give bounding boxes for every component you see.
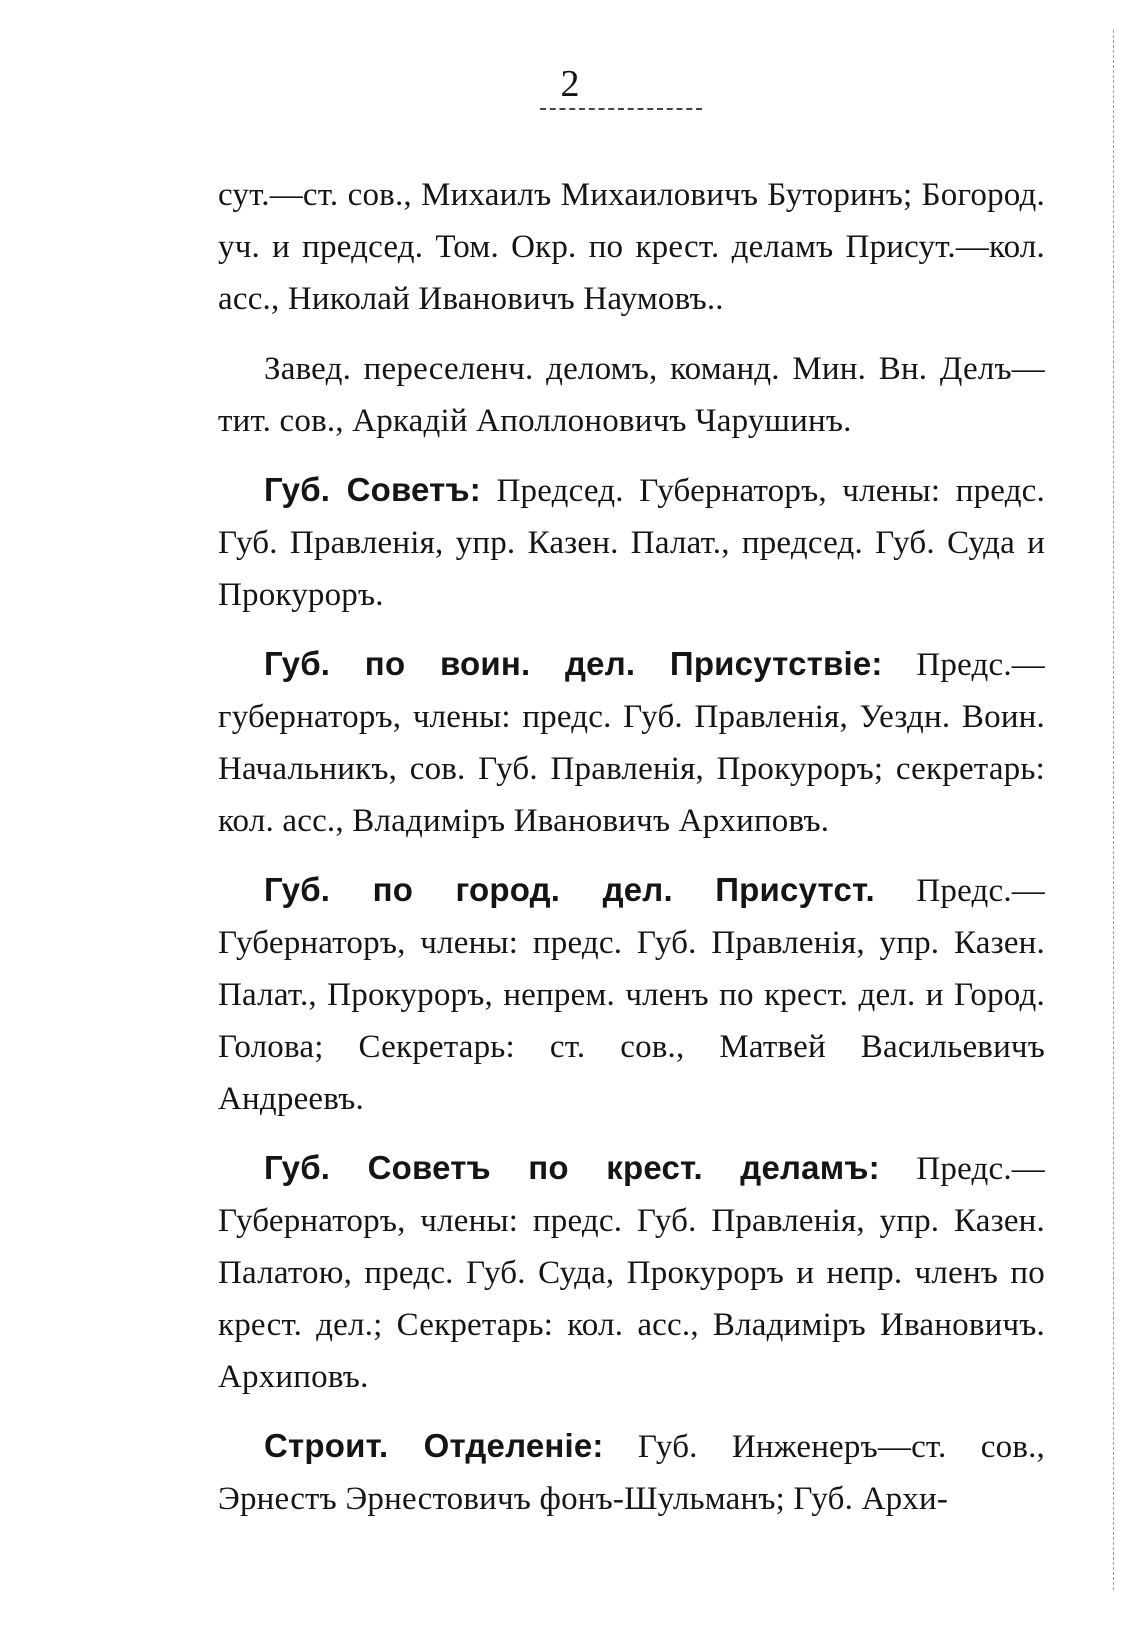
paragraph <box>218 342 1045 447</box>
paragraph-heading: Строит. Отделенiе: <box>264 1427 604 1464</box>
page-body <box>218 168 1045 1542</box>
paragraph-text: Председ. Губернаторъ, члены: предс. Губ. Правленiя, упр. Казен. Палат., председ. Губ. Суда и Прокуроръ. <box>218 473 1045 613</box>
paragraph <box>218 1142 1045 1403</box>
paragraph <box>218 464 1045 621</box>
paragraph-text: Предс.—Губернаторъ, члены: предс. Губ. Правленiя, упр. Казен. Палатою, предс. Губ. Суда, Прокуроръ и непр. членъ по крест. дел.; Секретарь: кол. асс., Владимiръ Ивановичъ. Архиповъ. <box>218 1151 1045 1395</box>
paragraph-text: Завед. переселенч. деломъ, команд. Мин. Вн. Делъ—тит. сов., Аркадiй Аполлоновичъ Чарушинъ. <box>218 351 1045 439</box>
paragraph-heading: Губ. по воин. дел. Присутствiе: <box>264 645 883 682</box>
paragraph-text: Предс.—губернаторъ, члены: предс. Губ. Правленiя, Уездн. Воин. Начальникъ, сов. Губ. Правленiя, Прокуроръ; секретарь: кол. асс., Владимiръ Ивановичъ Архиповъ. <box>218 647 1045 839</box>
paragraph <box>218 168 1045 325</box>
paragraph-heading: Губ. Советъ по крест. деламъ: <box>264 1149 880 1186</box>
paragraph-text: Предс.—Губернаторъ, члены: предс. Губ. Правленiя, упр. Казен. Палат., Прокуроръ, непрем. членъ по крест. дел. и Город. Голова; Секретарь: ст. сов., Матвей Васильевичъ Андреевъ. <box>218 873 1045 1117</box>
paragraph-heading: Губ. по город. дел. Присутст. <box>264 871 875 908</box>
header-divider <box>540 108 702 110</box>
paragraph <box>218 1420 1045 1525</box>
paragraph-text: сут.—ст. сов., Михаилъ Михаиловичъ Буторинъ; Богород. уч. и председ. Том. Окр. по крест. деламъ Присут.—кол. асс., Николай Ивановичъ Наумовъ.. <box>218 177 1045 317</box>
page-edge-line <box>1113 30 1114 1590</box>
paragraph-text: Губ. Инженеръ—ст. сов., Эрнестъ Эрнестовичъ фонъ-Шульманъ; Губ. Архи- <box>218 1429 1045 1517</box>
paragraph-heading: Губ. Советъ: <box>264 471 481 508</box>
page-number: 2 <box>560 63 580 105</box>
paragraph <box>218 638 1045 847</box>
paragraph <box>218 864 1045 1125</box>
